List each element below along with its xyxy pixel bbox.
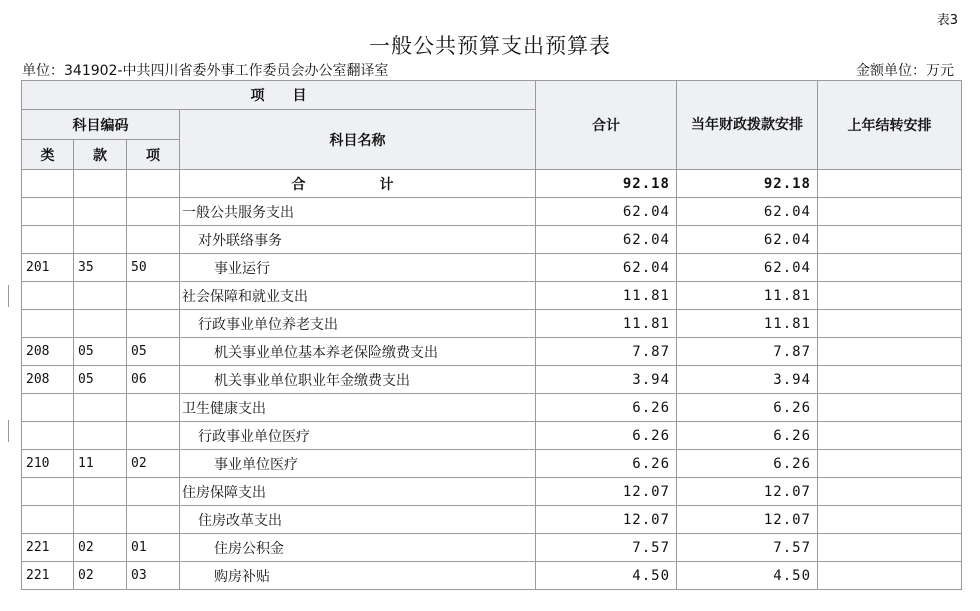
total-cell: 12.07 (536, 478, 677, 506)
xiang-cell (127, 506, 180, 534)
subject-name-cell: 住房改革支出 (180, 506, 536, 534)
current-year-cell: 4.50 (677, 562, 818, 590)
last-year-cell (818, 226, 962, 254)
unit-label: 单位：341902-中共四川省委外事工作委员会办公室翻译室 (22, 63, 389, 79)
last-year-cell (818, 366, 962, 394)
margin-mark (8, 420, 9, 442)
page-title: 一般公共预算支出预算表 (369, 34, 611, 58)
lei-cell: 208 (22, 338, 74, 366)
header-project: 项 目 (22, 81, 536, 110)
kuan-cell (74, 506, 127, 534)
last-year-cell (818, 478, 962, 506)
lei-cell: 221 (22, 562, 74, 590)
current-year-cell: 11.81 (677, 310, 818, 338)
last-year-cell (818, 198, 962, 226)
lei-cell: 201 (22, 254, 74, 282)
xiang-cell (127, 198, 180, 226)
kuan-cell: 02 (74, 562, 127, 590)
lei-cell (22, 226, 74, 254)
table-row (22, 310, 962, 338)
xiang-cell: 01 (127, 534, 180, 562)
total-row (22, 170, 962, 198)
total-cell: 6.26 (536, 450, 677, 478)
lei-cell (22, 310, 74, 338)
lei-cell (22, 282, 74, 310)
kuan-cell: 05 (74, 366, 127, 394)
header-subject-name: 科目名称 (180, 110, 536, 170)
subject-name-cell: 一般公共服务支出 (180, 198, 536, 226)
table-row (22, 282, 962, 310)
xiang-cell: 02 (127, 450, 180, 478)
header-kuan: 款 (74, 140, 127, 170)
subject-name-cell: 事业运行 (180, 254, 536, 282)
subject-name-cell: 事业单位医疗 (180, 450, 536, 478)
table-row (22, 226, 962, 254)
table-row (22, 198, 962, 226)
total-cell: 62.04 (536, 198, 677, 226)
header-lei: 类 (22, 140, 74, 170)
total-kuan-cell (74, 170, 127, 198)
total-cell: 62.04 (536, 226, 677, 254)
table-row (22, 478, 962, 506)
xiang-cell (127, 478, 180, 506)
header-subject-code: 科目编码 (22, 110, 180, 140)
subject-name-cell: 购房补贴 (180, 562, 536, 590)
subject-name-cell: 对外联络事务 (180, 226, 536, 254)
lei-cell: 210 (22, 450, 74, 478)
total-last-year (818, 170, 962, 198)
kuan-cell (74, 226, 127, 254)
xiang-cell (127, 282, 180, 310)
total-cell: 62.04 (536, 254, 677, 282)
kuan-cell (74, 478, 127, 506)
current-year-cell: 3.94 (677, 366, 818, 394)
lei-cell (22, 478, 74, 506)
kuan-cell: 11 (74, 450, 127, 478)
subject-name-cell: 机关事业单位基本养老保险缴费支出 (180, 338, 536, 366)
total-cell: 7.57 (536, 534, 677, 562)
table-row (22, 562, 962, 590)
current-year-cell: 11.81 (677, 282, 818, 310)
kuan-cell (74, 198, 127, 226)
current-year-cell: 12.07 (677, 506, 818, 534)
kuan-cell: 02 (74, 534, 127, 562)
money-unit-label: 金额单位：万元 (856, 63, 954, 79)
subject-name-cell: 住房保障支出 (180, 478, 536, 506)
table-number-tag: 表3 (936, 13, 958, 28)
last-year-cell (818, 506, 962, 534)
last-year-cell (818, 562, 962, 590)
kuan-cell: 35 (74, 254, 127, 282)
xiang-cell: 50 (127, 254, 180, 282)
header-last-year: 上年结转安排 (818, 81, 962, 170)
total-label: 合 计 (180, 170, 536, 198)
total-amount: 92.18 (536, 170, 677, 198)
kuan-cell (74, 394, 127, 422)
subject-name-cell: 机关事业单位职业年金缴费支出 (180, 366, 536, 394)
total-cell: 6.26 (536, 394, 677, 422)
kuan-cell (74, 310, 127, 338)
last-year-cell (818, 310, 962, 338)
total-cell: 6.26 (536, 422, 677, 450)
xiang-cell: 06 (127, 366, 180, 394)
table-row (22, 394, 962, 422)
xiang-cell (127, 394, 180, 422)
xiang-cell (127, 310, 180, 338)
budget-table (21, 80, 962, 590)
subject-name-cell: 行政事业单位养老支出 (180, 310, 536, 338)
xiang-cell: 05 (127, 338, 180, 366)
total-cell: 3.94 (536, 366, 677, 394)
last-year-cell (818, 254, 962, 282)
table-row (22, 450, 962, 478)
header-xiang: 项 (127, 140, 180, 170)
header-current-year: 当年财政拨款安排 (677, 81, 818, 170)
total-cell: 4.50 (536, 562, 677, 590)
lei-cell (22, 198, 74, 226)
current-year-cell: 12.07 (677, 478, 818, 506)
total-current-year: 92.18 (677, 170, 818, 198)
xiang-cell (127, 226, 180, 254)
subject-name-cell: 行政事业单位医疗 (180, 422, 536, 450)
current-year-cell: 62.04 (677, 226, 818, 254)
total-lei-cell (22, 170, 74, 198)
last-year-cell (818, 534, 962, 562)
total-cell: 11.81 (536, 310, 677, 338)
lei-cell: 221 (22, 534, 74, 562)
lei-cell (22, 394, 74, 422)
current-year-cell: 6.26 (677, 450, 818, 478)
current-year-cell: 6.26 (677, 394, 818, 422)
total-cell: 7.87 (536, 338, 677, 366)
lei-cell (22, 422, 74, 450)
current-year-cell: 7.57 (677, 534, 818, 562)
last-year-cell (818, 422, 962, 450)
subject-name-cell: 社会保障和就业支出 (180, 282, 536, 310)
current-year-cell: 7.87 (677, 338, 818, 366)
table-row (22, 534, 962, 562)
kuan-cell: 05 (74, 338, 127, 366)
last-year-cell (818, 282, 962, 310)
table-row (22, 422, 962, 450)
current-year-cell: 6.26 (677, 422, 818, 450)
lei-cell: 208 (22, 366, 74, 394)
subject-name-cell: 卫生健康支出 (180, 394, 536, 422)
kuan-cell (74, 422, 127, 450)
last-year-cell (818, 450, 962, 478)
xiang-cell (127, 422, 180, 450)
current-year-cell: 62.04 (677, 254, 818, 282)
total-xiang-cell (127, 170, 180, 198)
total-cell: 11.81 (536, 282, 677, 310)
last-year-cell (818, 394, 962, 422)
table-row (22, 506, 962, 534)
table-row (22, 366, 962, 394)
subject-name-cell: 住房公积金 (180, 534, 536, 562)
margin-mark (8, 285, 9, 307)
last-year-cell (818, 338, 962, 366)
current-year-cell: 62.04 (677, 198, 818, 226)
table-row (22, 254, 962, 282)
kuan-cell (74, 282, 127, 310)
xiang-cell: 03 (127, 562, 180, 590)
total-cell: 12.07 (536, 506, 677, 534)
lei-cell (22, 506, 74, 534)
table-row (22, 338, 962, 366)
header-total: 合计 (536, 81, 677, 170)
